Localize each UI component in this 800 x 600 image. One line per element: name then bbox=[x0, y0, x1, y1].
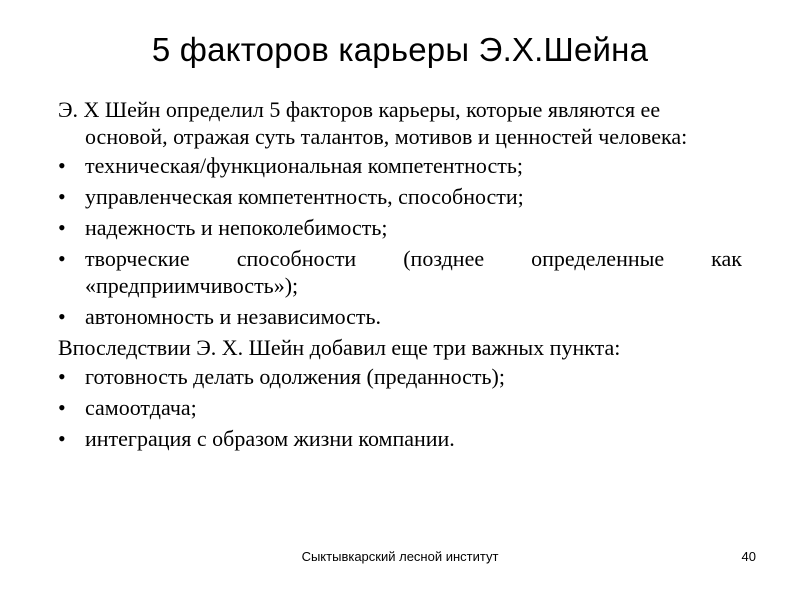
bullet-marker: • bbox=[58, 426, 66, 451]
additional-text: самоотдача; bbox=[85, 395, 197, 420]
factor-item-1 bbox=[58, 152, 742, 179]
bullet-marker: • bbox=[58, 153, 66, 178]
later-paragraph: Впоследствии Э. Х. Шейн добавил еще три важных пункта: bbox=[58, 335, 621, 360]
additional-item-3 bbox=[58, 425, 742, 452]
factors-list bbox=[58, 152, 742, 330]
additional-list bbox=[58, 363, 742, 452]
factor-text: творческие способности (позднее определенные как «предприимчивость»); bbox=[85, 246, 742, 298]
bullet-marker: • bbox=[58, 304, 66, 329]
bullet-marker: • bbox=[58, 395, 66, 420]
slide-title: 5 факторов карьеры Э.Х.Шейна bbox=[151, 31, 649, 68]
factor-text: надежность и непоколебимость; bbox=[85, 215, 388, 240]
page-number: 40 bbox=[741, 549, 756, 564]
additional-item-1 bbox=[58, 363, 742, 390]
factor-item-4 bbox=[58, 245, 742, 299]
bullet-marker: • bbox=[58, 184, 66, 209]
bullet-marker: • bbox=[58, 215, 66, 240]
bullet-marker: • bbox=[58, 246, 66, 271]
factor-text: техническая/функциональная компетентность; bbox=[85, 153, 523, 178]
additional-text: интеграция с образом жизни компании. bbox=[85, 426, 455, 451]
factor-item-2 bbox=[58, 183, 742, 210]
footer-institution: Сыктывкарский лесной институт bbox=[301, 549, 499, 564]
intro-paragraph: Э. Х Шейн определил 5 факторов карьеры, которые являются ее основой, отражая суть талантов, мотивов и ценностей человека: bbox=[58, 97, 688, 149]
additional-text: готовность делать одолжения (преданность); bbox=[85, 364, 505, 389]
factor-text: управленческая компетентность, способности; bbox=[85, 184, 524, 209]
additional-item-2 bbox=[58, 394, 742, 421]
factor-item-3 bbox=[58, 214, 742, 241]
slide-content bbox=[58, 96, 742, 456]
bullet-marker: • bbox=[58, 364, 66, 389]
factor-item-5 bbox=[58, 303, 742, 330]
factor-text: автономность и независимость. bbox=[85, 304, 382, 329]
